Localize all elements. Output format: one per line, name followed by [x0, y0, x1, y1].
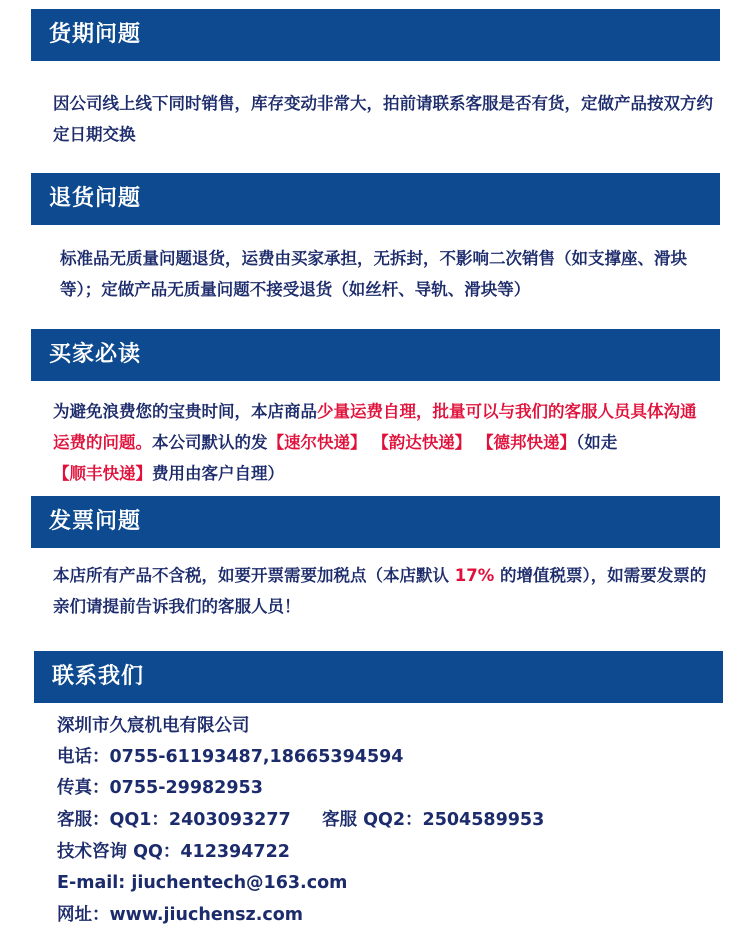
invoice-text-part3: 的增值税票），如需要发票的亲们请提前告诉我们的客服人员！ [53, 566, 707, 616]
section-title-buyer: 买家必读 [49, 342, 142, 367]
contact-tech-qq: 技术咨询 QQ：412394722 [57, 842, 290, 862]
buyer-text-couriers: 【速尔快递】 【韵达快递】 【德邦快递】 [267, 433, 576, 452]
invoice-text [53, 560, 713, 622]
section-header-invoice [31, 496, 720, 548]
contact-phone: 电话：0755-61193487,18665394594 [57, 747, 404, 767]
contact-qq2: 客服 QQ2：2504589953 [322, 810, 545, 830]
buyer-text-freight-note: 少量运费自理，批量可以与我们的客服人员具体沟通运费的问题。 [53, 402, 697, 452]
section-header-delivery [31, 9, 720, 61]
buyer-text-part1: 为避免浪费您的宝贵时间，本店商品 [53, 402, 317, 421]
contact-website: 网址：www.jiuchensz.com [57, 905, 304, 925]
buyer-text-sf-express: 【顺丰快递】 [53, 464, 152, 483]
invoice-tax-rate: 17% [454, 566, 495, 585]
section-header-buyer [31, 329, 720, 381]
section-title-contact: 联系我们 [52, 664, 145, 689]
invoice-text-part1: 本店所有产品不含税，如要开票需要加税点（本店默认 [53, 566, 455, 585]
contact-qq1: 客服：QQ1：2403093277 [57, 810, 291, 830]
section-header-returns [31, 173, 720, 225]
section-header-contact [34, 651, 723, 703]
section-title-returns: 退货问题 [49, 186, 142, 211]
contact-company: 深圳市久宸机电有限公司 [57, 716, 250, 736]
delivery-text: 因公司线上线下同时销售，库存变动非常大，拍前请联系客服是否有货，定做产品按双方约定日期交换 [53, 94, 713, 144]
section-title-delivery: 货期问题 [49, 22, 142, 47]
contact-fax: 传真：0755-29982953 [57, 778, 263, 798]
contact-email: E-mail: jiuchentech@163.com [57, 873, 348, 893]
buyer-text-part3: 本公司默认的发 [152, 433, 268, 452]
buyer-text-part5: （如走 [576, 433, 618, 452]
buyer-text-part7: 费用由客户自理） [152, 464, 284, 483]
returns-text: 标准品无质量问题退货，运费由买家承担，无拆封，不影响二次销售（如支撑座、滑块等）；定做产品无质量问题不接受退货（如丝杆、导轨、滑块等） [60, 249, 687, 299]
section-title-invoice: 发票问题 [49, 509, 142, 534]
buyer-text [53, 396, 708, 489]
